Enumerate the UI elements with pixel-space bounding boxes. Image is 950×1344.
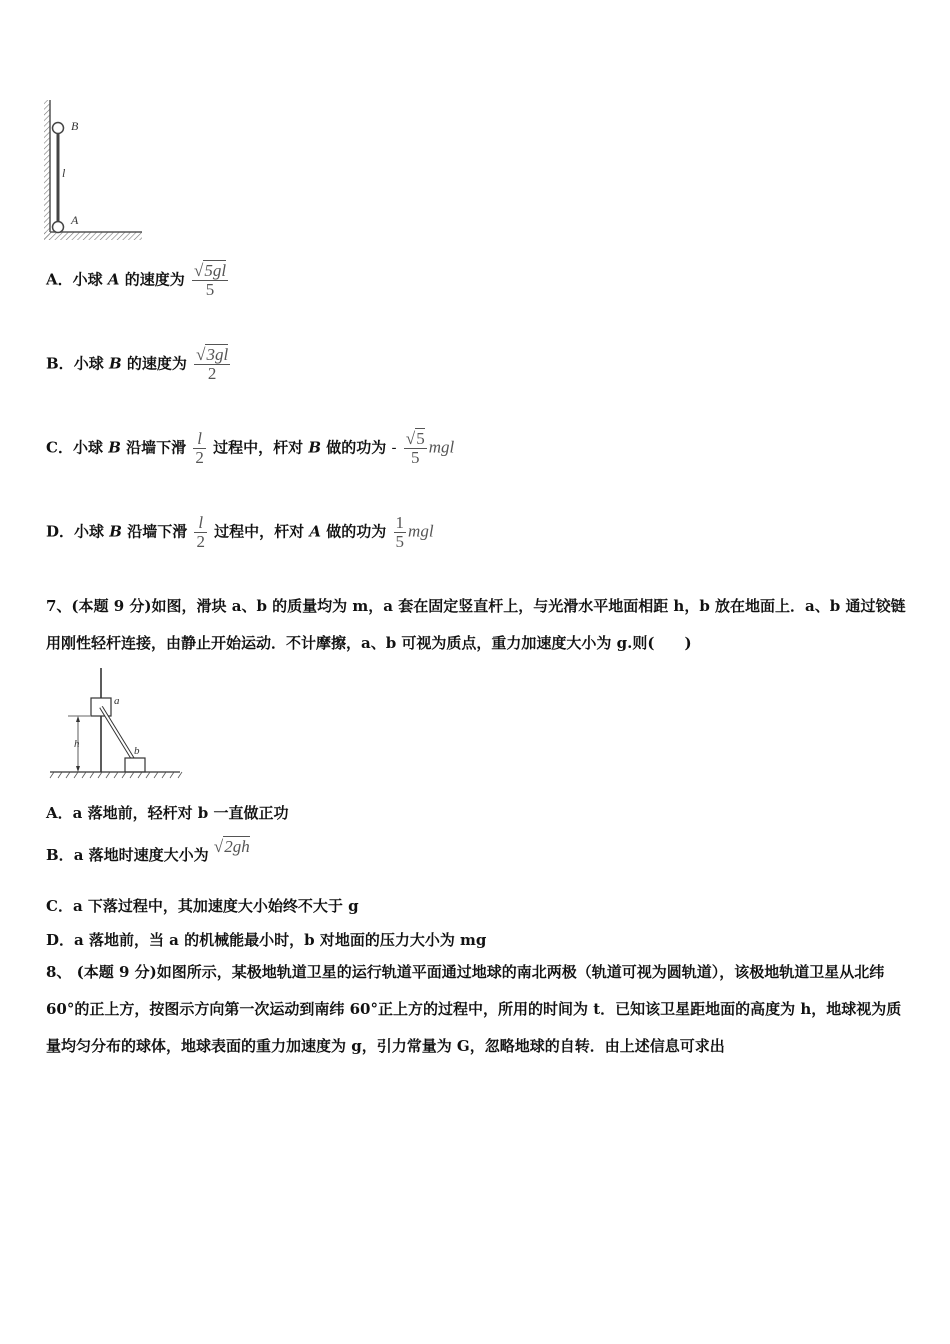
q7b-radical: √2gh — [213, 837, 250, 856]
q6-option-d: D．小球 B 沿墙下滑 $\frac{l}{2}$ 过程中，杆对 A 做的功为 $\frac{1}{5}$ mgl — [46, 513, 434, 551]
q7-option-d: D．a 落地前，当 a 的机械能最小时，b 对地面的压力大小为 mg — [46, 931, 487, 949]
figure-slider-rod — [46, 666, 186, 784]
label-h: h — [74, 738, 80, 750]
label-b: b — [134, 745, 140, 757]
ground-hatch — [50, 772, 182, 778]
q7-option-c: C．a 下落过程中，其加速度大小始终不大于 g — [46, 897, 359, 915]
q6b-fraction: $\frac{√3gl}{2}$ — [196, 345, 229, 383]
q6a-fraction: $\frac{√5gl}{5}$ — [194, 261, 227, 299]
block-b — [125, 758, 145, 772]
q6-option-a: A．小球 A 的速度为 $\frac{√5gl}{5}$ — [46, 261, 227, 299]
q7-option-b: B．a 落地时速度大小为 √2gh — [46, 837, 250, 864]
q7-option-a: A．a 落地前，轻杆对 b 一直做正功 — [46, 804, 289, 822]
ball-b — [53, 123, 64, 134]
q7-stem: 7、(本题 9 分)如图，滑块 a、b 的质量均为 m，a 套在固定竖直杆上，与光滑水平地面相距 h，b 放在地面上．a、b 通过铰链用刚性轻杆连接，由静止开始运动．不计摩擦，a、b 可视为质点，重力加速度大小为 g.则( ) — [46, 597, 906, 652]
q6-option-c: C．小球 B 沿墙下滑 $\frac{l}{2}$ 过程中，杆对 B 做的功为 - $\frac{√5}{5}$ mgl — [46, 429, 455, 467]
label-a: a — [114, 695, 120, 707]
label-l: l — [62, 166, 66, 180]
q6d-length-fraction: $\frac{l}{2}$ — [196, 513, 205, 551]
q6-option-b: B．小球 B 的速度为 $\frac{√3gl}{2}$ — [46, 345, 229, 383]
q6d-work-fraction: $\frac{1}{5}$ — [395, 513, 405, 551]
ball-a — [53, 222, 64, 233]
figure-rod-wall — [40, 96, 150, 246]
wall-hatch — [44, 100, 50, 240]
q8-stem: 8、 (本题 9 分)如图所示，某极地轨道卫星的运行轨道平面通过地球的南北两极（轨道可视为圆轨道），该极地轨道卫星从北纬 60°的正上方，按图示方向第一次运动到南纬 60°正上方的过程中，所用的时间为 t．已知该卫星距地面的高度为 h，地球视为质量均匀分布的球体，地球表面的重力加速度为 g，引力常量为 G，忽略地球的自转．由上述信息可求出 — [46, 963, 902, 1055]
label-a: A — [71, 213, 79, 227]
q6c-work-fraction: $\frac{√5}{5}$ — [405, 429, 425, 467]
q6c-length-fraction: $\frac{l}{2}$ — [195, 429, 204, 467]
label-b: B — [71, 119, 79, 133]
